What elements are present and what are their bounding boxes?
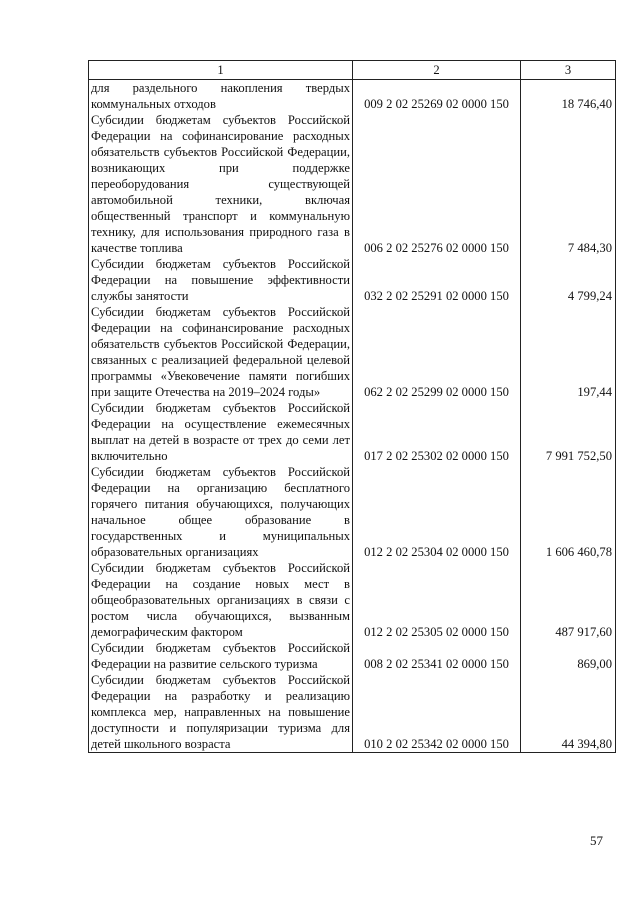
row-code: 008 2 02 25341 02 0000 150: [353, 640, 521, 672]
table-row: [89, 672, 616, 753]
row-code: 006 2 02 25276 02 0000 150: [353, 112, 521, 256]
row-amount: 7 484,30: [521, 112, 616, 256]
header-row: [89, 61, 616, 80]
table-row: [89, 560, 616, 640]
table-row: [89, 464, 616, 560]
header-col-1: 1: [89, 61, 353, 80]
budget-table: [88, 60, 616, 753]
row-code: 012 2 02 25305 02 0000 150: [353, 560, 521, 640]
row-name: Субсидии бюджетам субъектов Российской Федерации на создание новых мест в общеобразовательных организациях в связи с ростом числа обучающихся, вызванным демографическим фактором: [89, 560, 353, 640]
row-name: Субсидии бюджетам субъектов Российской Федерации на осуществление ежемесячных выплат на детей в возрасте от трех до семи лет включительно: [89, 400, 353, 464]
row-code: 010 2 02 25342 02 0000 150: [353, 672, 521, 753]
row-amount: 44 394,80: [521, 672, 616, 753]
row-name: Субсидии бюджетам субъектов Российской Федерации на развитие сельского туризма: [89, 640, 353, 672]
row-code: 012 2 02 25304 02 0000 150: [353, 464, 521, 560]
row-amount: 869,00: [521, 640, 616, 672]
row-name: Субсидии бюджетам субъектов Российской Федерации на софинансирование расходных обязательств субъектов Российской Федерации, возникающих при поддержке переоборудования существующей автомобильной техники, включая общественный транспорт и коммунальную технику, для использования природного газа в качестве топлива: [89, 112, 353, 256]
table-row: [89, 640, 616, 672]
row-code: 032 2 02 25291 02 0000 150: [353, 256, 521, 304]
table-row: [89, 112, 616, 256]
page-number: 57: [590, 833, 603, 848]
row-amount: 1 606 460,78: [521, 464, 616, 560]
row-name: Субсидии бюджетам субъектов Российской Федерации на софинансирование расходных обязательств субъектов Российской Федерации, связанных с реализацией федеральной целевой программы «Увековечение памяти погибших при защите Отечества на 2019–2024 годы»: [89, 304, 353, 400]
row-code: 062 2 02 25299 02 0000 150: [353, 304, 521, 400]
row-code: 009 2 02 25269 02 0000 150: [353, 80, 521, 113]
row-amount: 197,44: [521, 304, 616, 400]
header-col-3: 3: [521, 61, 616, 80]
table-row: [89, 80, 616, 113]
row-amount: 4 799,24: [521, 256, 616, 304]
row-amount: 18 746,40: [521, 80, 616, 113]
row-name: Субсидии бюджетам субъектов Российской Федерации на разработку и реализацию комплекса мер, направленных на повышение доступности и популяризации туризма для детей школьного возраста: [89, 672, 353, 753]
header-col-2: 2: [353, 61, 521, 80]
table-row: [89, 304, 616, 400]
table-header: [89, 61, 616, 80]
row-name: для раздельного накопления твердых коммунальных отходов: [89, 80, 353, 113]
table-row: [89, 400, 616, 464]
row-code: 017 2 02 25302 02 0000 150: [353, 400, 521, 464]
row-name: Субсидии бюджетам субъектов Российской Федерации на повышение эффективности службы занятости: [89, 256, 353, 304]
table-row: [89, 256, 616, 304]
row-amount: 487 917,60: [521, 560, 616, 640]
table-body: [89, 80, 616, 753]
row-name: Субсидии бюджетам субъектов Российской Федерации на организацию бесплатного горячего питания обучающихся, получающих начальное общее образование в государственных и муниципальных образовательных организациях: [89, 464, 353, 560]
row-amount: 7 991 752,50: [521, 400, 616, 464]
